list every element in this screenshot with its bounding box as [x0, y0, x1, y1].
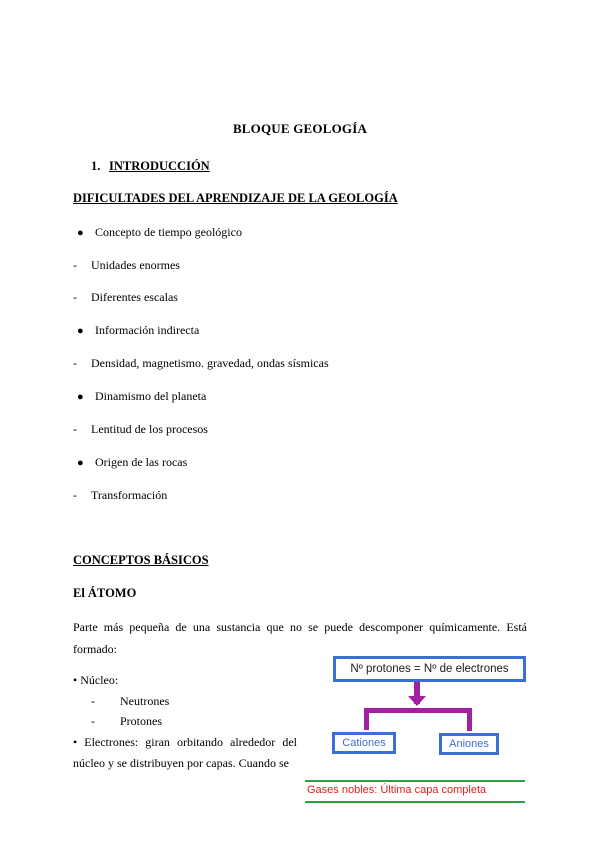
list-item: [73, 225, 242, 240]
intro-number: 1.: [91, 159, 101, 173]
atom-diagram: [300, 652, 532, 812]
bullet-marker: ●: [77, 457, 84, 469]
list-item-text: Neutrones: [120, 694, 170, 708]
dash-marker: -: [73, 422, 77, 436]
arrow-right-leg: [467, 708, 472, 731]
cationes-box: Cationes: [332, 732, 396, 754]
footer-line-bottom: [305, 801, 525, 803]
bullet-marker: ●: [77, 325, 84, 337]
list-item: [73, 488, 167, 503]
list-item: [73, 455, 187, 470]
list-item-text: Densidad, magnetismo. gravedad, ondas sísmicas: [91, 356, 329, 370]
intro-heading: [91, 159, 210, 174]
list-item-text: Dinamismo del planeta: [95, 389, 207, 403]
list-item: [73, 290, 178, 305]
bullet-marker: ●: [77, 391, 84, 403]
list-item: [73, 422, 208, 437]
list-item: [73, 356, 329, 371]
arrow-bar: [364, 708, 472, 713]
section-heading-dificultades: DIFICULTADES DEL APRENDIZAJE DE LA GEOLOGÍA: [73, 191, 398, 205]
list-item-text: Lentitud de los procesos: [91, 422, 208, 436]
list-item-text: Información indirecta: [95, 323, 200, 337]
list-item-text: Transformación: [91, 488, 168, 502]
list-item-text: Unidades enormes: [91, 258, 180, 272]
section-heading-atomo: El ÁTOMO: [73, 586, 137, 600]
list-item-protones: [91, 714, 162, 729]
dash-marker: -: [73, 488, 77, 502]
dash-marker: -: [73, 356, 77, 370]
list-item-neutrones: [91, 694, 169, 709]
gases-nobles-label: Gases nobles: Última capa completa: [307, 784, 487, 796]
section-heading-conceptos: CONCEPTOS BÁSICOS: [73, 553, 209, 567]
list-item-text: Concepto de tiempo geológico: [95, 225, 242, 239]
protons-electrons-box: Nº protones = Nº de electrones: [333, 656, 526, 682]
list-item-text: Diferentes escalas: [91, 290, 178, 304]
page-title: BLOQUE GEOLOGÍA: [232, 121, 368, 136]
arrow-head: [408, 696, 426, 706]
list-marker: -: [91, 714, 95, 728]
dash-marker: -: [73, 290, 77, 304]
list-item: [73, 258, 180, 273]
dash-marker: -: [73, 258, 77, 272]
list-item-text: Origen de las rocas: [95, 455, 188, 469]
aniones-box: Aniones: [439, 733, 499, 755]
list-item: [73, 389, 206, 404]
list-item: [73, 323, 199, 338]
bullet-marker: ●: [77, 227, 84, 239]
list-item-text: Protones: [120, 714, 162, 728]
list-marker: -: [91, 694, 95, 708]
arrow-left-leg: [364, 708, 369, 730]
nucleo-label: • Núcleo:: [73, 673, 119, 687]
atomo-paragraph: Parte más pequeña de una sustancia que no se puede descomponer químicamente. Está formado:: [73, 620, 527, 656]
electrons-paragraph: • Electrones: giran orbitando alrededor del núcleo y se distribuyen por capas. Cuando se: [73, 735, 297, 770]
footer-line-top: [305, 780, 525, 782]
intro-label: INTRODUCCIÓN: [109, 159, 210, 173]
